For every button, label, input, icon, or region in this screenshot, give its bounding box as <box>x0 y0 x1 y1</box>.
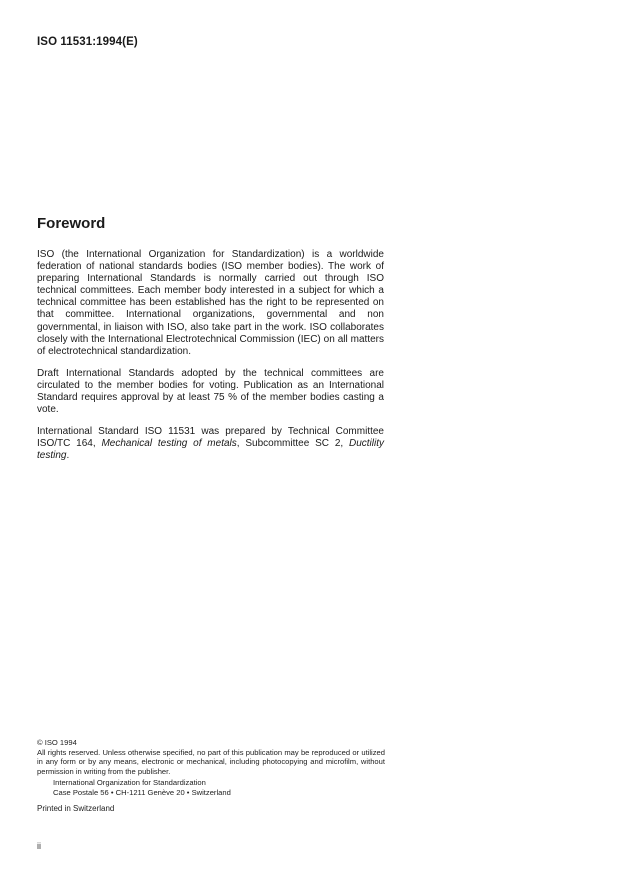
foreword-body <box>37 249 384 473</box>
publisher-address: Case Postale 56 • CH-1211 Genève 20 • Switzerland <box>53 787 231 797</box>
foreword-paragraph-2: Draft International Standards adopted by the technical committees are circulated to the member bodies for voting. Publication as an International Standard requires approval by at least 75 % of the member bodies casting a vote. <box>37 367 384 416</box>
publisher-organization: International Organization for Standardization <box>53 778 206 788</box>
paragraph-3-prefix: International Standard ISO 11531 was prepared by Technical Committee ISO/TC 164, <box>37 426 384 450</box>
paragraph-3-suffix: . <box>66 450 70 462</box>
copyright-notice: © ISO 1994 <box>37 738 77 747</box>
paragraph-3-middle: , Subcommittee SC 2, <box>236 438 349 450</box>
page-number: ii <box>37 841 41 851</box>
foreword-paragraph-1: ISO (the International Organization for Standardization) is a worldwide federation of national standards bodies (ISO member bodies). The work of preparing International Standards is normally carried out through ISO technical committees. Each member body interested in a subject for which a technical committee has been established has the right to be represented on that committee. International organizations, governmental and non governmental, in liaison with ISO, also take part in the work. ISO collaborates closely with the International Electrotechnical Commission (IEC) on all matters of electrotechnical standardization. <box>37 249 384 357</box>
copyright-block <box>37 738 385 813</box>
standard-reference: ISO 11531:1994(E) <box>37 36 138 48</box>
foreword-paragraph-3 <box>37 426 384 462</box>
committee-title: Mechanical testing of metals <box>101 438 237 450</box>
printed-in: Printed in Switzerland <box>37 803 115 813</box>
subcommittee-title: Ductility testing <box>37 438 385 462</box>
rights-statement: All rights reserved. Unless otherwise specified, no part of this publication may be reproduced or utilized in any form or by any means, electronic or mechanical, including photocopying and microfilm, without permission in writing from the publisher. <box>37 747 385 776</box>
page-title: Foreword <box>37 215 106 232</box>
